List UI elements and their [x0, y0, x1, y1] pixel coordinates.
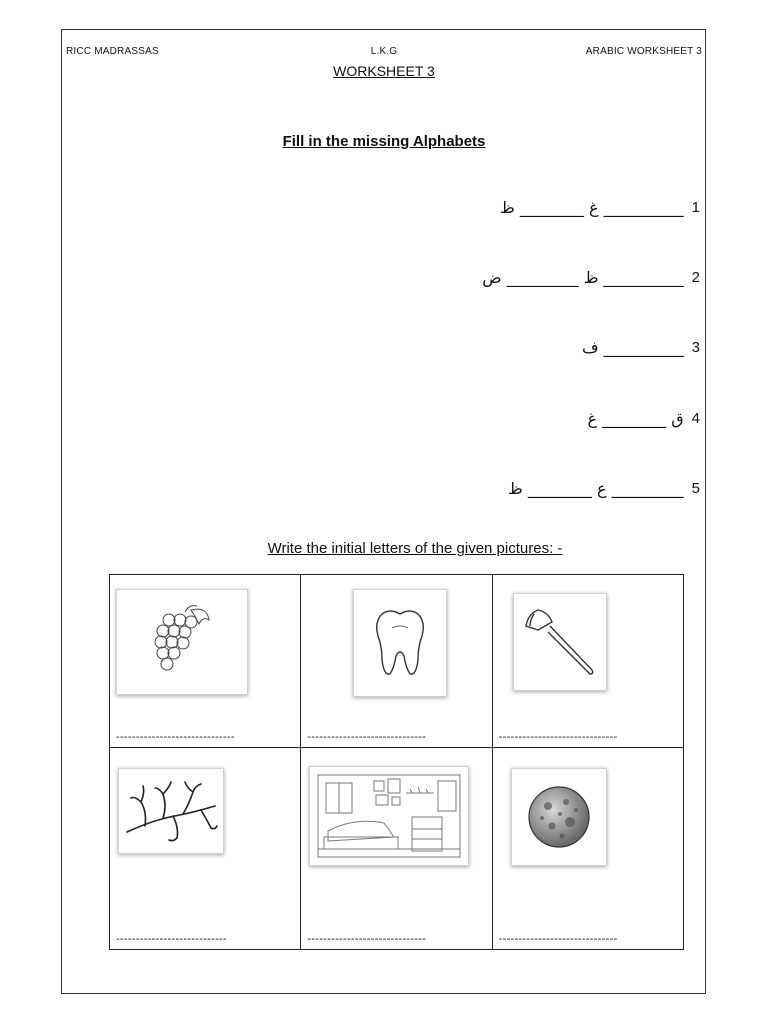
exercise-row-4 [588, 407, 700, 429]
picture-cell-tooth [301, 575, 492, 748]
letter-sequence[interactable]: ف __________ [581, 337, 684, 357]
axe-icon [520, 604, 600, 680]
fill-missing-title: Fill in the missing Alphabets [282, 133, 486, 150]
moon-icon [524, 782, 594, 852]
picture-cell-bedroom [301, 748, 492, 950]
branch-icon [123, 776, 219, 846]
bedroom-icon [314, 771, 464, 861]
picture-cell-axe [492, 575, 683, 748]
initial-letters-title: Write the initial letters of the given pictures: - [267, 540, 563, 557]
worksheet-label: ARABIC WORKSHEET 3 [585, 46, 702, 57]
exercise-row-2 [482, 266, 700, 288]
exercise-row-3 [582, 336, 700, 358]
picture-cell-moon [492, 748, 683, 950]
moon-picture [511, 768, 607, 866]
class-level: L.K.G [370, 46, 398, 57]
grapes-picture [116, 589, 248, 695]
worksheet-title: WORKSHEET 3 [333, 63, 435, 79]
branch-picture [118, 768, 224, 854]
school-name: RICC MADRASSAS [66, 46, 159, 57]
answer-line[interactable]: ------------------------------ [498, 933, 618, 945]
answer-line[interactable]: ------------------------------ [116, 731, 235, 743]
tooth-picture [353, 589, 447, 697]
letter-sequence[interactable]: ع ________ ظ _________ [508, 478, 684, 498]
letter-sequence[interactable]: ظ _________ ض __________ [482, 267, 684, 287]
picture-cell-branch [110, 748, 301, 950]
bedroom-picture [309, 766, 469, 866]
axe-picture [513, 593, 607, 691]
letter-sequence[interactable]: ق ________ غ [587, 408, 684, 428]
answer-line[interactable]: ------------------------------ [498, 731, 618, 743]
exercise-number: 2 [691, 268, 700, 286]
exercise-row-5 [508, 477, 700, 499]
tooth-icon [372, 608, 428, 678]
exercise-number: 3 [691, 338, 700, 356]
picture-grid [109, 574, 684, 950]
exercise-row-1 [500, 196, 700, 218]
answer-line[interactable]: ------------------------------ [307, 933, 427, 945]
exercise-number: 1 [691, 198, 700, 216]
picture-cell-grapes [110, 575, 301, 748]
letter-sequence[interactable]: غ ________ ظ __________ [500, 197, 684, 217]
exercise-number: 5 [691, 479, 700, 497]
answer-line[interactable]: ------------------------------ [307, 731, 427, 743]
answer-line[interactable]: ---------------------------- [116, 933, 227, 945]
grapes-icon [147, 602, 217, 682]
exercise-number: 4 [691, 409, 700, 427]
